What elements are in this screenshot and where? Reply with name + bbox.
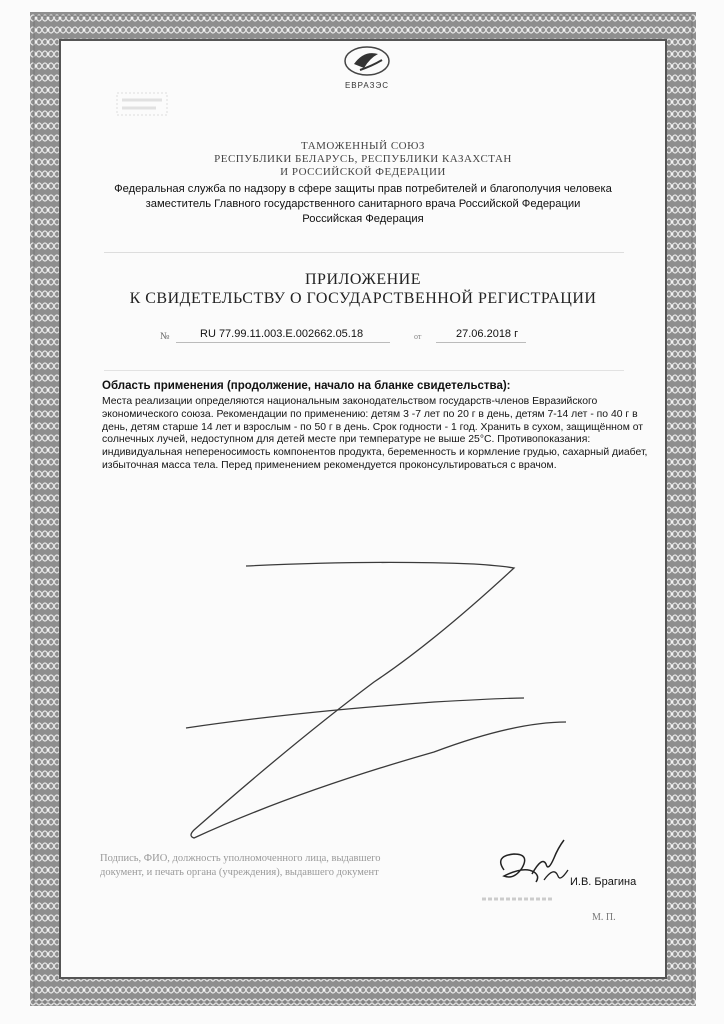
union-line: И РОССИЙСКОЙ ФЕДЕРАЦИИ [280,166,446,178]
faint-stamp [116,92,168,116]
eurasec-emblem-icon [342,44,392,78]
faint-stamp-mark [482,894,552,906]
agency-line: Российская Федерация [302,213,424,225]
union-line: ТАМОЖЕННЫЙ СОЮЗ [301,140,425,152]
union-line: РЕСПУБЛИКИ БЕЛАРУСЬ, РЕСПУБЛИКИ КАЗАХСТАН [214,153,512,165]
agency-block [64,182,662,227]
signature-image [484,836,588,898]
customs-union-heading [64,140,662,179]
registration-number: RU 77.99.11.003.Е.002662.05.18 [200,328,364,340]
scope-section [102,380,654,473]
seal-place-label: М. П. [592,912,616,923]
divider [104,252,624,253]
signer-name: И.В. Брагина [570,876,637,888]
eurasec-logo [330,44,404,98]
agency-line: Федеральная служба по надзору в сфере защиты прав потребителей и благополучия человека [114,183,612,195]
z-strikeout-line [174,552,584,852]
agency-line: заместитель Главного государственного санитарного врача Российской Федерации [145,198,581,210]
certificate-page [64,44,662,974]
number-underline [176,342,390,343]
divider [104,370,624,371]
signature-caption: Подпись, ФИО, должность уполномоченного лица, выдавшего документ, и печать органа (учреждения), выдавшего документ [100,853,381,878]
number-sign: № [160,331,170,342]
registration-date: 27.06.2018 г [456,328,519,340]
scope-body: Места реализации определяются национальным законодательством государств-членов Евразийского экономического союза. Рекомендации по применению: детям 3 -7 лет по 20 г в день, детям 7-14 лет - по 40 г в день, детям старше 14 лет и взрослым - по 50 г в день. Срок годности - 1 год. Хранить в сухом, защищённом от солнечных лучей, недоступном для детей месте при температуре не выше 25°С. Противопоказания: индивидуальная непереносимость компонентов продукта, беременность и кормление грудью, сахарный диабет, избыточная масса тела. Перед применением рекомендуется проконсультироваться с врачом. [102,396,648,471]
title-line-2: К СВИДЕТЕЛЬСТВУ О ГОСУДАРСТВЕННОЙ РЕГИСТРАЦИИ [129,290,597,307]
scope-title: Область применения (продолжение, начало на бланке свидетельства): [102,380,511,392]
date-underline [436,342,526,343]
logo-caption: ЕВРАЗЭС [344,81,390,90]
from-label: от [414,332,422,341]
document-title [64,270,662,308]
title-line-1: ПРИЛОЖЕНИЕ [304,271,421,288]
